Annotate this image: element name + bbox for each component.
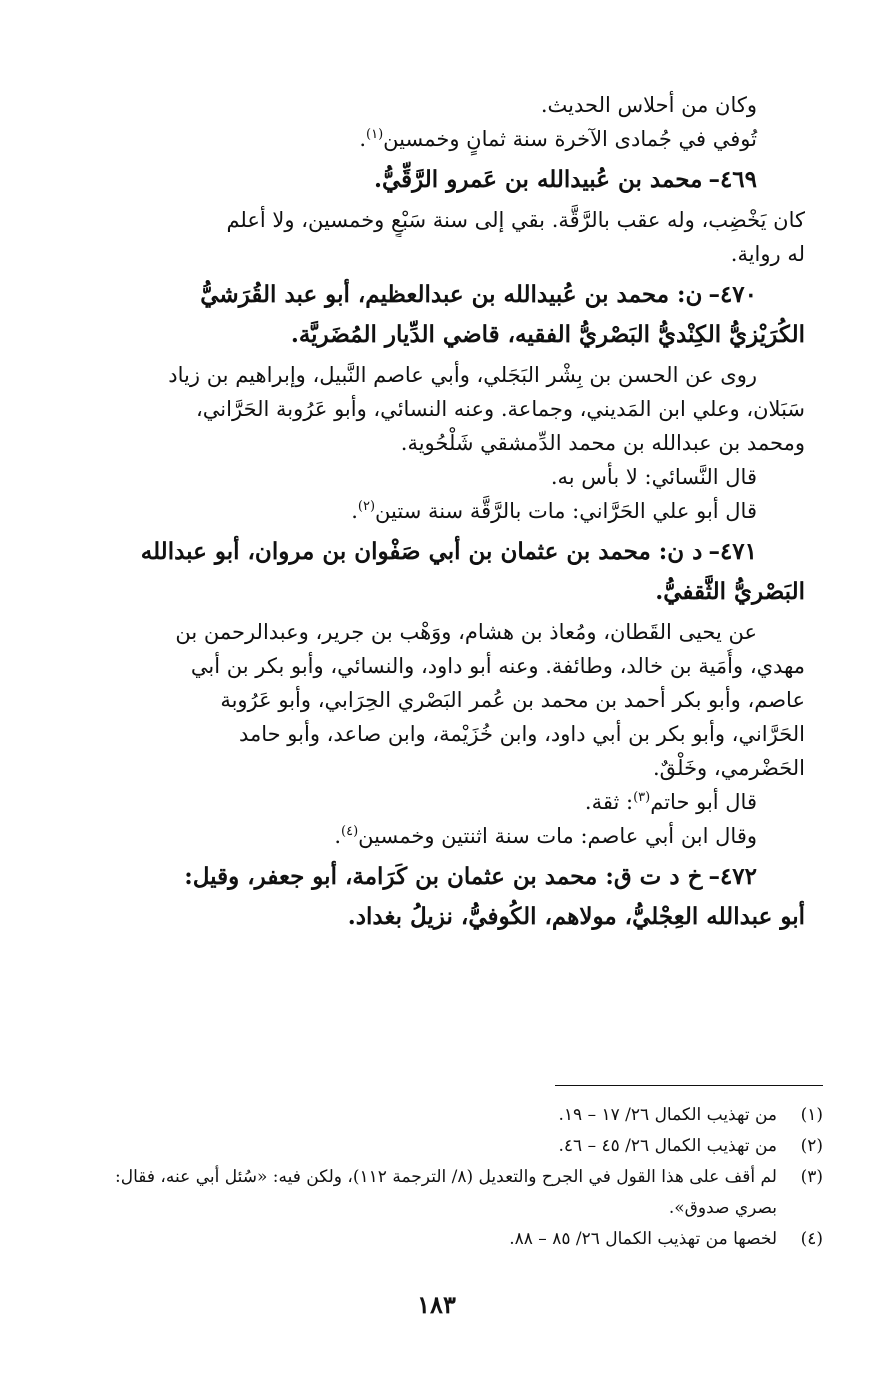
- footnote-ref: (٢): [357, 499, 376, 514]
- footnote-ref: (٤): [341, 824, 359, 839]
- footnote-ref: (١): [366, 127, 384, 142]
- text-line: الحَضْرمي، وخَلْقٌ.: [652, 756, 805, 780]
- text-line: كان يَخْضِب، وله عقب بالرَّقَّة. بقي إلى سنة سَبْعٍ وخمسين، ولا أعلم: [226, 208, 805, 232]
- text-line: مهدي، وأُمَية بن خالد، وطائفة. وعنه أبو داود، والنسائي، وأبو بكر بن أبي: [190, 654, 805, 678]
- footnote: (٢) من تهذيب الكمال ٢٦/ ٤٥ – ٤٦.: [558, 1136, 823, 1156]
- entry-heading-470: ٤٧٠–ن: محمد بن عُبيدالله بن عبدالعظيم، أبو عبد القُرَشيُّ الكُرَيْزيُّ الكِنْديُّ البَصْريُّ الفقيه، قاضي الدِّيار المُضَريَّة.: [200, 281, 805, 348]
- entry-heading-472: ٤٧٢–خ د ت ق: محمد بن عثمان بن كَرَامة، أبو جعفر، وقيل: أبو عبدالله العِجْليُّ، مولاهم، الكُوفيُّ، نزيلُ بغداد.: [184, 863, 805, 930]
- footnote-separator: [555, 1085, 823, 1086]
- text-line: عاصم، وأبو بكر أحمد بن محمد بن عُمر البَصْري الحِرَابي، وأبو عَرُوبة: [220, 688, 805, 712]
- footnote: (١) من تهذيب الكمال ٢٦/ ١٧ – ١٩.: [558, 1105, 823, 1125]
- text-line: قال النَّسائي: لا بأس به.: [550, 465, 757, 489]
- footnotes: [80, 1100, 823, 1255]
- text-line: سَبَلان، وعلي ابن المَديني، وجماعة. وعنه النسائي، وأبو عَرُوبة الحَرَّاني،: [196, 397, 805, 421]
- text-line: له رواية.: [730, 242, 805, 266]
- text-line: وكان من أحلاس الحديث.: [540, 93, 757, 117]
- text-line: روى عن الحسن بن بِشْر البَجَلي، وأبي عاصم النَّبيل، وإبراهيم بن زياد: [168, 363, 757, 387]
- text-line: تُوفي في جُمادى الآخرة سنة ثمانٍ وخمسين$^{(١)}$.: [359, 127, 757, 151]
- text-line: ومحمد بن عبدالله بن محمد الدِّمشقي شَلْحُوية.: [400, 431, 805, 455]
- text-line: الحَرَّاني، وأبو بكر بن أبي داود، وابن خُزَيْمة، وابن صاعد، وأبو حامد: [238, 722, 805, 746]
- footnote: (٣) لم أقف على هذا القول في الجرح والتعديل (٨/ الترجمة ١١٢)، ولكن فيه: «سُئل أبي عنه، فقال: بصري صدوق».: [115, 1167, 823, 1218]
- text-line: وقال ابن أبي عاصم: مات سنة اثنتين وخمسين$^{(٤)}$.: [334, 824, 757, 848]
- text-line: قال أبو علي الحَرَّاني: مات بالرَّقَّة سنة ستين$^{(٢)}$.: [351, 499, 757, 523]
- entry-heading-471: ٤٧١–د ن: محمد بن عثمان بن أبي صَفْوان بن مروان، أبو عبدالله البَصْريُّ الثَّقفيُّ.: [140, 538, 805, 605]
- footnote: (٤) لخصها من تهذيب الكمال ٢٦/ ٨٥ – ٨٨.: [509, 1229, 823, 1249]
- page-number: ١٨٣: [417, 1290, 456, 1319]
- footnote-ref: (٣): [633, 790, 651, 805]
- text-line: عن يحيى القَطان، ومُعاذ بن هشام، ووَهْب بن جرير، وعبدالرحمن بن: [175, 620, 757, 644]
- text-line: قال أبو حاتم$^{(٣)}$: ثقة.: [584, 790, 757, 814]
- entry-heading-469: ٤٦٩–محمد بن عُبيدالله بن عَمرو الرَّقِّيُّ.: [373, 166, 757, 193]
